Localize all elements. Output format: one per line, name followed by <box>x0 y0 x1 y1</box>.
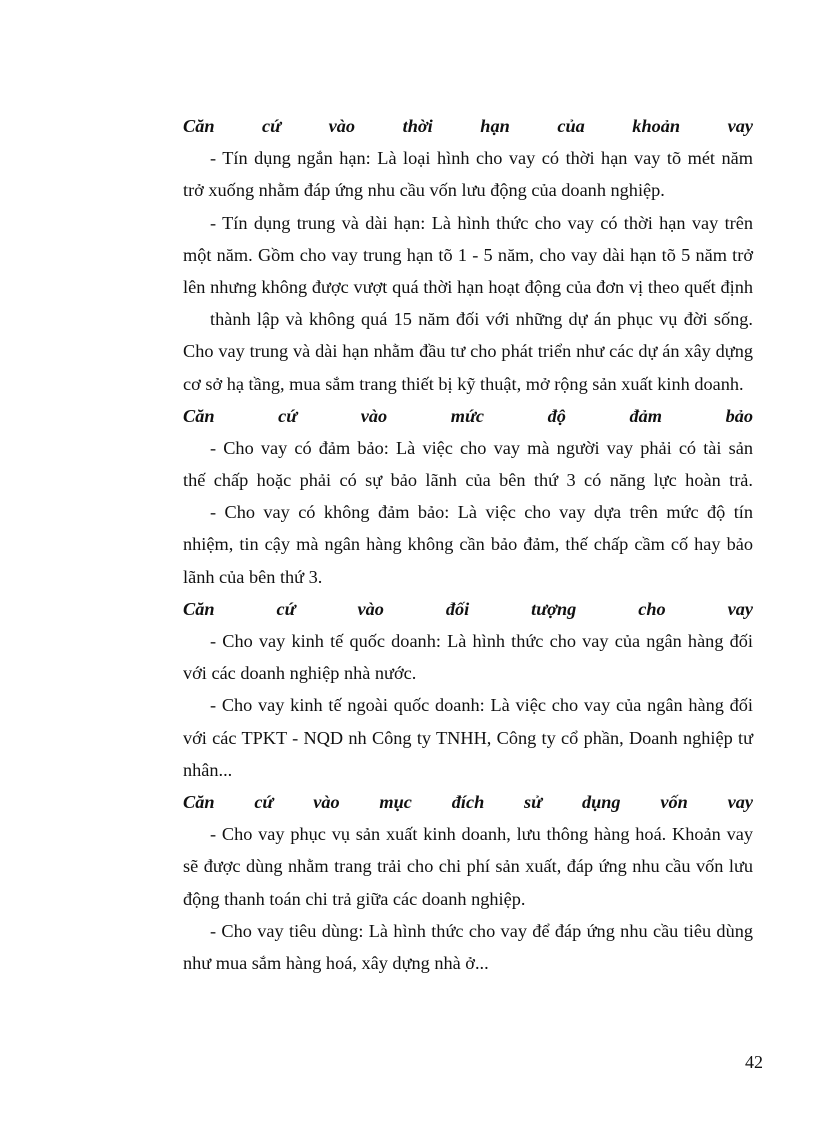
text-line: - Cho vay kinh tế ngoài quốc doanh: Là việc cho vay của ngân hàng đối <box>210 695 753 716</box>
text-line: cơ sở hạ tầng, mua sắm trang thiết bị kỹ thuật, mở rộng sản xuất kinh doanh. <box>183 373 744 394</box>
text-line: - Tín dụng ngắn hạn: Là loại hình cho vay có thời hạn vay tõ mét năm <box>210 148 753 169</box>
text-line: - Cho vay có đảm bảo: Là việc cho vay mà người vay phải có tài sản <box>210 437 753 458</box>
text-line: lãnh của bên thứ 3. <box>183 566 323 587</box>
text-line: - Tín dụng trung và dài hạn: Là hình thức cho vay có thời hạn vay trên <box>210 212 753 233</box>
text-line: nhân... <box>183 759 233 780</box>
text-line: - Cho vay tiêu dùng: Là hình thức cho vay để đáp ứng nhu cầu tiêu dùng <box>210 920 753 941</box>
text-line: sẽ được dùng nhằm trang trải cho chi phí sản xuất, đáp ứng nhu cầu vốn lưu <box>183 856 753 877</box>
text-line: nhiệm, tin cậy mà ngân hàng không cần bảo đảm, thế chấp cầm cố hay bảo <box>183 534 753 555</box>
document-body <box>183 110 753 979</box>
text-line: với các doanh nghiệp nhà nước. <box>183 663 417 684</box>
text-line: - Cho vay có không đảm bảo: Là việc cho vay dựa trên mức độ tín <box>210 502 753 523</box>
text-line: lên nhưng không được vượt quá thời hạn hoạt động của đơn vị theo quết định <box>183 276 753 297</box>
section-heading: Căn cứ vào mức độ đảm bảo <box>183 405 753 426</box>
text-line: như mua sắm hàng hoá, xây dựng nhà ở... <box>183 952 489 973</box>
text-line: trở xuống nhằm đáp ứng nhu cầu vốn lưu động của doanh nghiệp. <box>183 180 665 201</box>
text-line: động thanh toán chi trả giữa các doanh nghiệp. <box>183 888 526 909</box>
page-number: 42 <box>745 1052 763 1072</box>
text-line: - Cho vay kinh tế quốc doanh: Là hình thức cho vay của ngân hàng đối <box>210 631 753 651</box>
section-heading: Căn cứ vào mục đích sử dụng vốn vay <box>183 791 753 812</box>
text-line: - Cho vay phục vụ sản xuất kinh doanh, lưu thông hàng hoá. Khoản vay <box>210 824 753 845</box>
text-line: thành lập và không quá 15 năm đối với những dự án phục vụ đời sống. <box>210 309 753 330</box>
text-line: thế chấp hoặc phải có sự bảo lãnh của bên thứ 3 có năng lực hoàn trả. <box>183 470 753 491</box>
text-line: Cho vay trung và dài hạn nhằm đầu tư cho phát triển như các dự án xây dựng <box>183 341 753 362</box>
section-heading: Căn cứ vào đối tượng cho vay <box>183 598 753 619</box>
section-heading: Căn cứ vào thời hạn của khoản vay <box>183 116 753 136</box>
text-line: một năm. Gồm cho vay trung hạn tõ 1 - 5 năm, cho vay dài hạn tõ 5 năm trở <box>183 244 753 265</box>
text-line: với các TPKT - NQD nh Công ty TNHH, Công ty cổ phần, Doanh nghiệp tư <box>183 727 753 748</box>
